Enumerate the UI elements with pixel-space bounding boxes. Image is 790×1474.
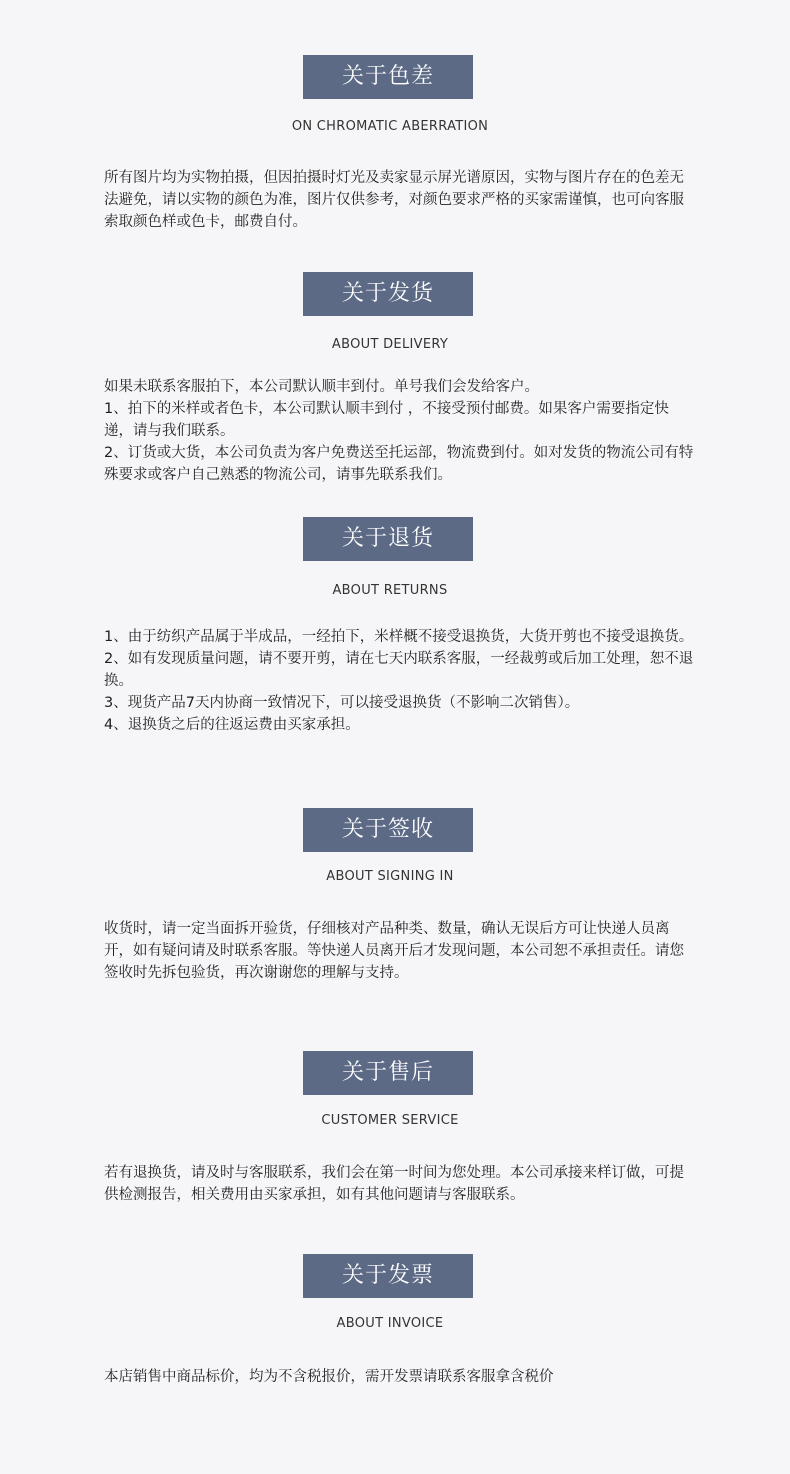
section-subtitle: ABOUT SIGNING IN [326, 869, 454, 884]
paragraph: 所有图片均为实物拍摄，但因拍摄时灯光及卖家显示屏光谱原因，实物与图片存在的色差无法避免，请以实物的颜色为准，图片仅供参考，对颜色要求严格的买家需谨慎，也可向客服索取颜色样或色卡，邮费自付。 [104, 170, 684, 230]
paragraph: 2、如有发现质量问题，请不要开剪，请在七天内联系客服，一经裁剪或后加工处理，恕不退换。 [104, 651, 694, 689]
paragraph: 3、现货产品7天内协商一致情况下，可以接受退换货（不影响二次销售）。 [104, 695, 580, 711]
paragraph: 1、由于纺织产品属于半成品，一经拍下，米样概不接受退换货，大货开剪也不接受退换货。 [104, 629, 694, 645]
section-body [104, 918, 696, 984]
section-body [104, 1162, 696, 1206]
paragraph: 2、订货或大货，本公司负责为客户免费送至托运部，物流费到付。如对发货的物流公司有特殊要求或客户自己熟悉的物流公司，请事先联系我们。 [104, 445, 694, 483]
section-body [104, 376, 696, 486]
paragraph: 收货时，请一定当面拆开验货，仔细核对产品种类、数量，确认无误后方可让快递人员离开，如有疑问请及时联系客服。等快递人员离开后才发现问题，本公司恕不承担责任。请您签收时先拆包验货，再次谢谢您的理解与支持。 [104, 921, 684, 981]
section-body [104, 1366, 696, 1388]
section-body [104, 626, 696, 736]
section-title: 关于发票 [303, 1254, 473, 1298]
paragraph: 4、退换货之后的往返运费由买家承担。 [104, 717, 360, 733]
section-subtitle: ABOUT RETURNS [332, 583, 448, 598]
section-subtitle: ABOUT INVOICE [336, 1316, 444, 1331]
paragraph: 1、拍下的米样或者色卡，本公司默认顺丰到付 ，不接受预付邮费。如果客户需要指定快递，请与我们联系。 [104, 401, 669, 439]
paragraph: 如果未联系客服拍下，本公司默认顺丰到付。单号我们会发给客户。 [104, 379, 539, 395]
section-title: 关于售后 [303, 1051, 473, 1095]
section-subtitle: ON CHROMATIC ABERRATION [291, 119, 489, 134]
section-title: 关于退货 [303, 517, 473, 561]
section-subtitle: CUSTOMER SERVICE [321, 1113, 459, 1128]
paragraph: 本店销售中商品标价，均为不含税报价，需开发票请联系客服拿含税价 [104, 1369, 554, 1385]
section-body [104, 167, 696, 233]
paragraph: 若有退换货，请及时与客服联系，我们会在第一时间为您处理。本公司承接来样订做，可提供检测报告，相关费用由买家承担，如有其他问题请与客服联系。 [104, 1165, 684, 1203]
section-title: 关于色差 [303, 55, 473, 99]
section-title: 关于发货 [303, 272, 473, 316]
section-subtitle: ABOUT DELIVERY [331, 337, 449, 352]
section-title: 关于签收 [303, 808, 473, 852]
